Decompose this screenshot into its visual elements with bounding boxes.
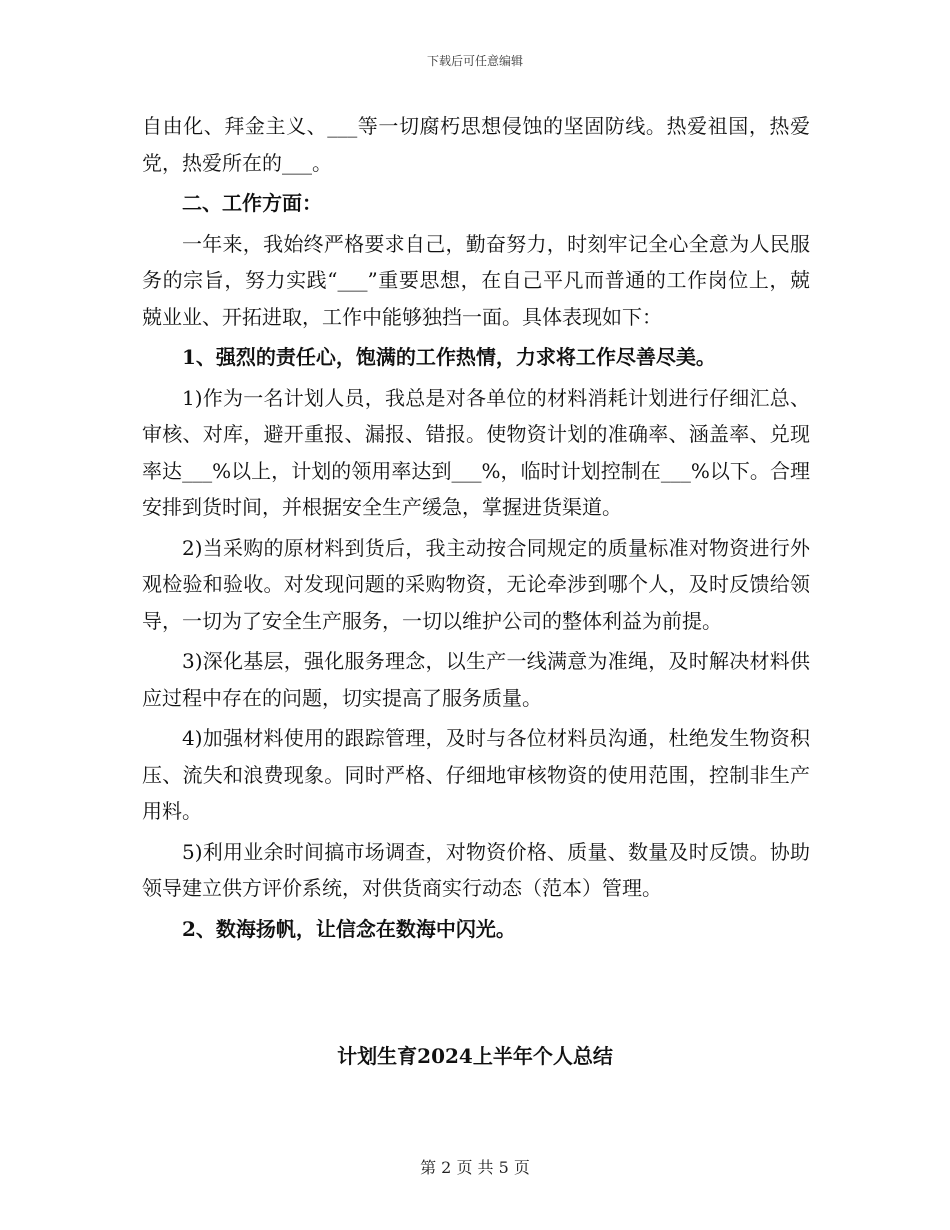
list-item-3: 3)深化基层，强化服务理念，以生产一线满意为准绳，及时解决材料供应过程中存在的问题，切实提高了服务质量。 <box>142 649 810 710</box>
section-heading-work: 二、工作方面： <box>182 191 322 215</box>
subheading-responsibility: 1、强烈的责任心，饱满的工作热情，力求将工作尽善尽美。 <box>182 345 716 369</box>
list-item-1: 1)作为一名计划人员，我总是对各单位的材料消耗计划进行仔细汇总、审核、对库，避开重报、漏报、错报。使物资计划的准确率、涵盖率、兑现率达___%以上，计划的领用率达到___%，临时计划控制在___%以下。合理安排到货时间，并根据安全生产缓急，掌握进货渠道。 <box>142 385 810 519</box>
page-header: 下载后可任意编辑 <box>426 54 523 68</box>
subheading-data: 2、数海扬帆，让信念在数海中闪光。 <box>182 916 516 941</box>
document-title: 计划生育2024上半年个人总结 <box>337 1044 613 1068</box>
document-body <box>142 108 810 947</box>
page-number: 第 2 页 共 5 页 <box>420 1158 530 1177</box>
continuation-paragraph: 自由化、拜金主义、___等一切腐朽思想侵蚀的坚固防线。热爱祖国，热爱党，热爱所在的___。 <box>142 114 810 175</box>
list-item-2: 2)当采购的原材料到货后，我主动按合同规定的质量标准对物资进行外观检验和验收。对发现问题的采购物资，无论牵涉到哪个人，及时反馈给领导，一切为了安全生产服务，一切以维护公司的整体利益为前提。 <box>142 535 810 633</box>
list-item-4: 4)加强材料使用的跟踪管理，及时与各位材料员沟通，杜绝发生物资积压、流失和浪费现象。同时严格、仔细地审核物资的使用范围，控制非生产用料。 <box>142 726 810 823</box>
list-item-5: 5)利用业余时间搞市场调查，对物资价格、质量、数量及时反馈。协助领导建立供方评价系统，对供货商实行动态（范本）管理。 <box>142 839 810 900</box>
intro-paragraph: 一年来，我始终严格要求自己，勤奋努力，时刻牢记全心全意为人民服务的宗旨，努力实践“___”重要思想，在自己平凡而普通的工作岗位上，兢兢业业、开拓进取，工作中能够独挡一面。具体表现如下： <box>142 231 810 329</box>
